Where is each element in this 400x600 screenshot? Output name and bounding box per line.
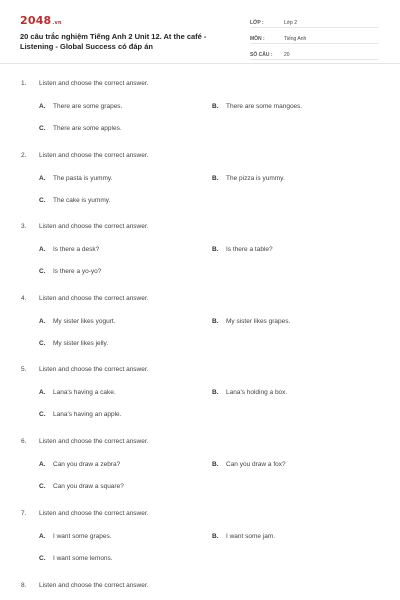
question-prompt: Listen and choose the correct answer. [39, 510, 149, 517]
answer-option-a[interactable]: A. My sister likes yogurt. [39, 318, 116, 325]
question-prompt: Listen and choose the correct answer. [39, 223, 149, 230]
logo-sub: .vn [52, 20, 62, 26]
meta-value-subject: Tiếng Anh [284, 36, 307, 42]
answer-option-b[interactable]: B. I want some jam. [212, 533, 276, 540]
answer-option-a[interactable]: A. There are some grapes. [39, 103, 123, 110]
answer-option-a[interactable]: A. The pasta is yummy. [39, 175, 113, 182]
answer-option-c[interactable]: C. There are some apples. [39, 125, 122, 132]
site-logo[interactable] [20, 14, 62, 27]
question-prompt: Listen and choose the correct answer. [39, 438, 149, 445]
answer-option-b[interactable]: B. Lana's holding a box. [212, 389, 288, 396]
question-prompt: Listen and choose the correct answer. [39, 366, 149, 373]
answer-option-b[interactable]: B. Is there a table? [212, 246, 273, 253]
question-prompt: Listen and choose the correct answer. [39, 152, 149, 159]
answer-option-c[interactable]: C. Is there a yo-yo? [39, 268, 102, 275]
answer-option-b[interactable]: B. My sister likes grapes. [212, 318, 291, 325]
answer-option-c[interactable]: C. Can you draw a square? [39, 483, 124, 490]
answer-option-c[interactable]: C. My sister likes jelly. [39, 340, 109, 347]
answer-option-b[interactable]: B. Can you draw a fox? [212, 461, 286, 468]
answer-option-c[interactable]: C. Lana's having an apple. [39, 411, 122, 418]
answer-option-c[interactable]: C. I want some lemons. [39, 555, 113, 562]
meta-label-subject: MÔN : [250, 36, 265, 42]
worksheet-header [0, 0, 400, 62]
question-number: 6. [21, 438, 27, 445]
answer-option-c[interactable]: C. The cake is yummy. [39, 197, 111, 204]
question-number: 7. [21, 510, 27, 517]
answer-option-a[interactable]: A. Lana's having a cake. [39, 389, 116, 396]
answer-option-a[interactable]: A. Can you draw a zebra? [39, 461, 121, 468]
question-prompt: Listen and choose the correct answer. [39, 295, 149, 302]
meta-row-class [250, 15, 378, 28]
answer-option-a[interactable]: A. Is there a desk? [39, 246, 100, 253]
header-divider [0, 63, 400, 64]
question-number: 8. [21, 582, 27, 589]
document-title: 20 câu trắc nghiệm Tiếng Anh 2 Unit 12. At the café - Listening - Global Success có đáp án [20, 32, 207, 51]
meta-row-count [250, 47, 378, 60]
answer-option-a[interactable]: A. I want some grapes. [39, 533, 112, 540]
question-number: 3. [21, 223, 27, 230]
meta-value-class: Lớp 2 [284, 20, 298, 26]
logo-main: 2048 [20, 14, 52, 27]
answer-option-b[interactable]: B. There are some mangoes. [212, 103, 303, 110]
question-number: 2. [21, 152, 27, 159]
question-number: 4. [21, 295, 27, 302]
meta-label-count: SỐ CÂU : [250, 52, 273, 58]
question-prompt: Listen and choose the correct answer. [39, 582, 149, 589]
meta-row-subject [250, 31, 378, 44]
meta-label-class: LỚP : [250, 20, 264, 26]
answer-option-b[interactable]: B. The pizza is yummy. [212, 175, 285, 182]
question-number: 5. [21, 366, 27, 373]
meta-info [250, 15, 378, 63]
meta-value-count: 20 [284, 52, 290, 58]
question-number: 1. [21, 80, 27, 87]
question-prompt: Listen and choose the correct answer. [39, 80, 149, 87]
